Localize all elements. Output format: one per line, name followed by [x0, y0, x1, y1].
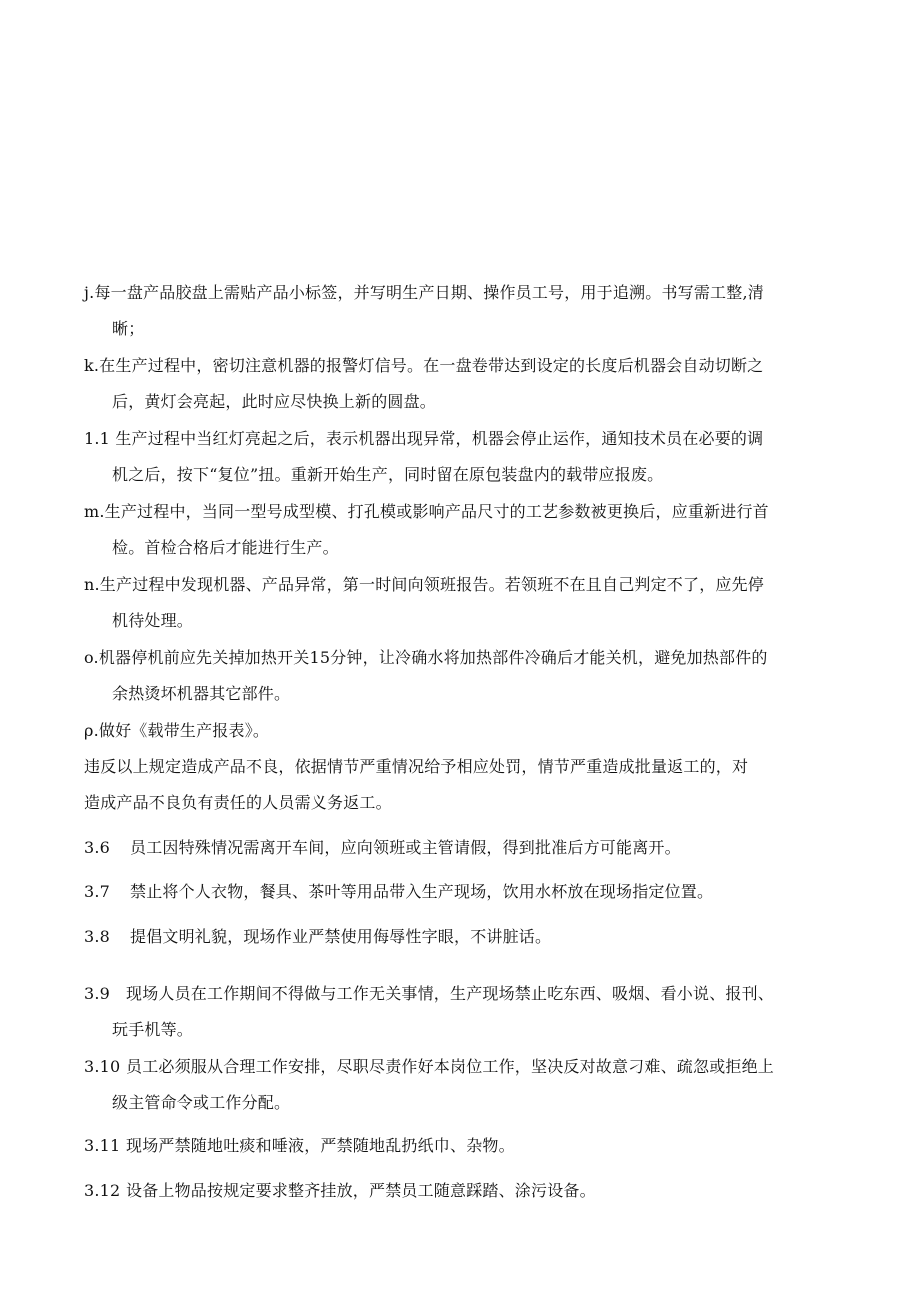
- rule-3-11: [84, 1136, 515, 1156]
- rule-number: 3.10: [84, 1057, 121, 1076]
- item-j-line2: 晰；: [112, 319, 145, 338]
- item-k-line2: 后，黄灯会亮起，此时应尽快换上新的圆盘。: [112, 392, 437, 411]
- rule-number: 3.11: [84, 1136, 121, 1155]
- item-o-line1: o.机器停机前应先关掉加热开关15分钟，让冷确水将加热部件冷确后才能关机，避免加热部件的: [84, 648, 768, 667]
- item-m-line2: 检。首检合格后才能进行生产。: [112, 538, 339, 557]
- rule-text: 禁止将个人衣物，餐具、茶叶等用品带入生产现场，饮用水杯放在现场指定位置。: [130, 882, 714, 901]
- rule-3-6: [84, 838, 681, 858]
- rule-text: 提倡文明礼貌，现场作业严禁使用侮辱性字眼，不讲脏话。: [130, 927, 552, 946]
- rule-3-9-cont: 玩手机等。: [112, 1020, 194, 1039]
- rule-number: 3.6: [84, 838, 111, 857]
- rule-text: 现场人员在工作期间不得做与工作无关事情，生产现场禁止吃东西、吸烟、看小说、报刊、: [126, 984, 775, 1003]
- rule-3-12: [84, 1181, 596, 1201]
- item-k-line1: k.在生产过程中，密切注意机器的报警灯信号。在一盘卷带达到设定的长度后机器会自动切断之: [84, 356, 764, 375]
- violation-line1: 违反以上规定造成产品不良，依据情节严重情况给予相应处罚，情节严重造成批量返工的，对: [84, 757, 749, 776]
- item-l-line1: 1.1 生产过程中当红灯亮起之后，表示机器出现异常，机器会停止运作，通知技术员在必要的调: [84, 429, 764, 448]
- rule-text: 设备上物品按规定要求整齐挂放，严禁员工随意踩踏、涂污设备。: [126, 1181, 596, 1200]
- rule-number: 3.12: [84, 1181, 121, 1200]
- rule-text: 员工必须服从合理工作安排，尽职尽责作好本岗位工作，坚决反对故意刁难、疏忽或拒绝上: [126, 1057, 775, 1076]
- item-j-line1: j.每一盘产品胶盘上需贴产品小标签，并写明生产日期、操作员工号，用于追溯。书写需工整,清: [84, 283, 764, 302]
- item-n-line1: n.生产过程中发现机器、产品异常，第一时间向领班报告。若领班不在且自己判定不了，应先停: [84, 575, 764, 594]
- rule-3-10: [84, 1057, 774, 1077]
- item-m-line1: m.生产过程中，当同一型号成型模、打孔模或影响产品尺寸的工艺参数被更换后，应重新进行首: [84, 502, 769, 521]
- rule-text: 员工因特殊情况需离开车间，应向领班或主管请假，得到批准后方可能离开。: [130, 838, 681, 857]
- rule-3-7: [84, 882, 713, 902]
- rule-number: 3.8: [84, 927, 111, 946]
- rule-3-10-cont: 级主管命令或工作分配。: [112, 1093, 291, 1112]
- item-n-line2: 机待处理。: [112, 611, 194, 630]
- rule-3-9: [84, 984, 774, 1004]
- item-p-line1: ρ.做好《载带生产报表》。: [84, 721, 270, 740]
- rule-text: 现场严禁随地吐痰和唾液，严禁随地乱扔纸巾、杂物。: [126, 1136, 515, 1155]
- rule-3-8: [84, 927, 551, 947]
- item-o-line2: 余热烫坏机器其它部件。: [112, 684, 291, 703]
- item-l-line2: 机之后，按下“复位”扭。重新开始生产，同时留在原包装盘内的载带应报废。: [112, 465, 664, 484]
- violation-line2: 造成产品不良负有责任的人员需义务返工。: [84, 793, 392, 812]
- rule-number: 3.7: [84, 882, 111, 901]
- rule-number: 3.9: [84, 984, 111, 1003]
